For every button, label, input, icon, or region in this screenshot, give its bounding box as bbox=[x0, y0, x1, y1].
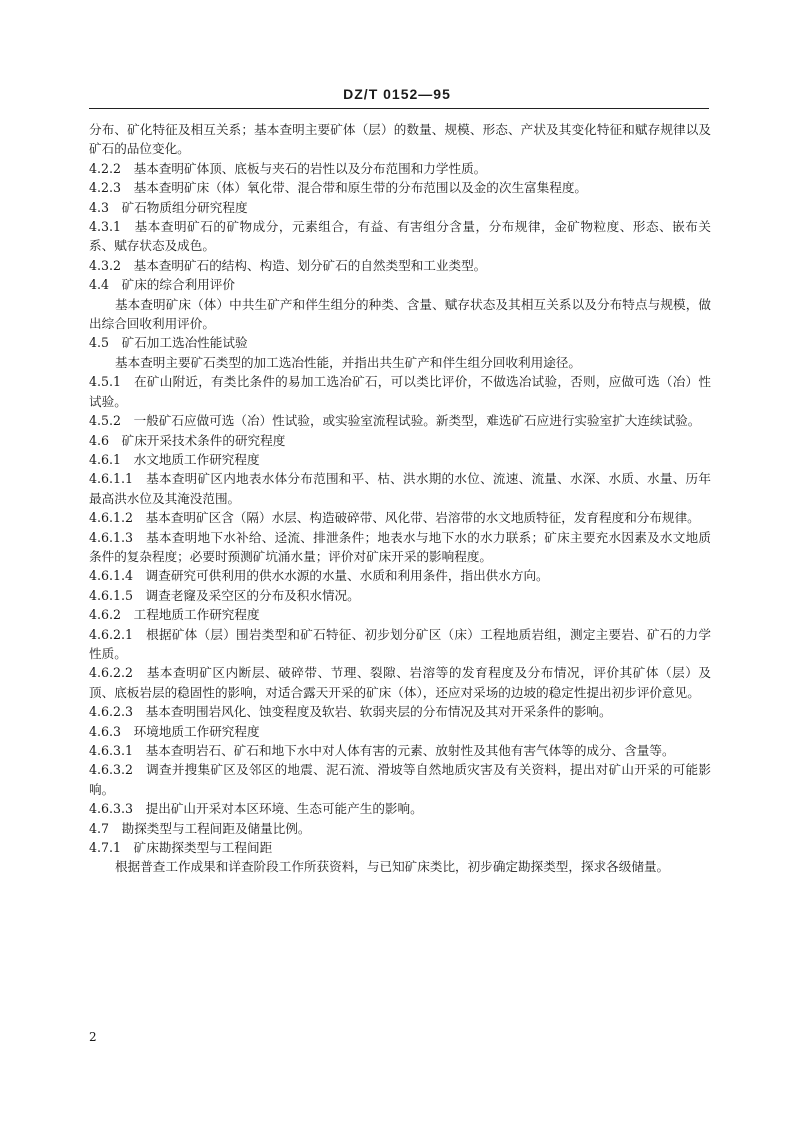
clause-4-6-1-5: 4.6.1.5 调查老窿及采空区的分布及积水情况。 bbox=[89, 587, 360, 603]
clause-4-6-1-3: 4.6.1.3 基本查明地下水补给、迳流、排泄条件；地表水与地下水的水力联系；矿床主要充水因素及水文地质条件的复杂程度；必要时预测矿坑涌水量；评价对矿床开采的影响程度。 bbox=[89, 529, 711, 564]
clause-4-6-3-3: 4.6.3.3 提出矿山开采对本区环境、生态可能产生的影响。 bbox=[89, 801, 423, 817]
section-heading-4-3: 4.3 矿石物质组分研究程度 bbox=[89, 199, 248, 215]
clause-4-6-1-2: 4.6.1.2 基本查明矿区含（隔）水层、构造破碎带、风化带、岩溶带的水文地质特征，发育程度和分布规律。 bbox=[89, 510, 700, 526]
body-paragraph: 根据普查工作成果和详查阶段工作所获资料，与已知矿床类比，初步确定勘探类型，探求各级储量。 bbox=[115, 859, 670, 875]
section-heading-4-6: 4.6 矿床开采技术条件的研究程度 bbox=[89, 432, 286, 448]
page-number: 2 bbox=[89, 1030, 97, 1044]
clause-4-6-2-1: 4.6.2.1 根据矿体（层）围岩类型和矿石特征、初步划分矿区（床）工程地质岩组，测定主要岩、矿石的力学性质。 bbox=[89, 626, 711, 661]
section-heading-4-7-1: 4.7.1 矿床勘探类型与工程间距 bbox=[89, 840, 273, 856]
document-body bbox=[89, 120, 711, 877]
clause-4-6-1-4: 4.6.1.4 调查研究可供利用的供水水源的水量、水质和利用条件，指出供水方向。 bbox=[89, 568, 549, 584]
clause-4-6-3-2: 4.6.3.2 调查并搜集矿区及邻区的地震、泥石流、滑坡等自然地质灾害及有关资料，提出对矿山开采的可能影响。 bbox=[89, 762, 711, 797]
section-heading-4-5: 4.5 矿石加工选冶性能试验 bbox=[89, 335, 248, 351]
section-heading-4-6-2: 4.6.2 工程地质工作研究程度 bbox=[89, 607, 260, 623]
body-paragraph: 基本查明矿床（体）中共生矿产和伴生组分的种类、含量、赋存状态及其相互关系以及分布特点与规模，做出综合回收利用评价。 bbox=[89, 296, 711, 332]
section-heading-4-7: 4.7 勘探类型与工程间距及储量比例。 bbox=[89, 820, 311, 836]
body-paragraph: 分布、矿化特征及相互关系；基本查明主要矿体（层）的数量、规模、形态、产状及其变化特征和赋存规律以及矿石的品位变化。 bbox=[89, 122, 711, 157]
clause-4-3-2: 4.3.2 基本查明矿石的结构、构造、划分矿石的自然类型和工业类型。 bbox=[89, 257, 487, 273]
clause-4-6-1-1: 4.6.1.1 基本查明矿区内地表水体分布范围和平、枯、洪水期的水位、流速、流量、水深、水质、水量、历年最高洪水位及其淹没范围。 bbox=[89, 471, 711, 506]
clause-4-2-2: 4.2.2 基本查明矿体顶、底板与夹石的岩性以及分布范围和力学性质。 bbox=[89, 160, 487, 176]
clause-4-5-2: 4.5.2 一般矿石应做可选（冶）性试验，或实验室流程试验。新类型，难选矿石应进行实验室扩大连续试验。 bbox=[89, 413, 701, 429]
clause-4-6-2-3: 4.6.2.3 基本查明围岩风化、蚀变程度及软岩、软弱夹层的分布情况及其对开采条件的影响。 bbox=[89, 704, 612, 720]
section-heading-4-4: 4.4 矿床的综合利用评价 bbox=[89, 277, 235, 293]
clause-4-2-3: 4.2.3 基本查明矿床（体）氧化带、混合带和原生带的分布范围以及金的次生富集程度。 bbox=[89, 180, 588, 196]
clause-4-5-1: 4.5.1 在矿山附近，有类比条件的易加工选冶矿石，可以类比评价，不做选冶试验，否则，应做可选（冶）性试验。 bbox=[89, 374, 711, 409]
header-rule bbox=[89, 108, 709, 109]
clause-4-6-3-1: 4.6.3.1 基本查明岩石、矿石和地下水中对人体有害的元素、放射性及其他有害气体等的成分、含量等。 bbox=[89, 743, 675, 758]
clause-4-3-1: 4.3.1 基本查明矿石的矿物成分，元素组合，有益、有害组分含量，分布规律，金矿物粒度、形态、嵌布关系、赋存状态及成色。 bbox=[89, 219, 711, 254]
document-code-header: DZ/T 0152—95 bbox=[343, 86, 451, 102]
body-paragraph: 基本查明主要矿石类型的加工选冶性能，并指出共生矿产和伴生组分回收利用途径。 bbox=[115, 354, 581, 370]
clause-4-6-2-2: 4.6.2.2 基本查明矿区内断层、破碎带、节理、裂隙、岩溶等的发育程度及分布情况，评价其矿体（层）及顶、底板岩层的稳固性的影响，对适合露天开采的矿床（体），还应对采场的边坡的稳定性提出初步评价意见。 bbox=[89, 665, 711, 700]
section-heading-4-6-1: 4.6.1 水文地质工作研究程度 bbox=[89, 451, 260, 467]
section-heading-4-6-3: 4.6.3 环境地质工作研究程度 bbox=[89, 723, 260, 739]
